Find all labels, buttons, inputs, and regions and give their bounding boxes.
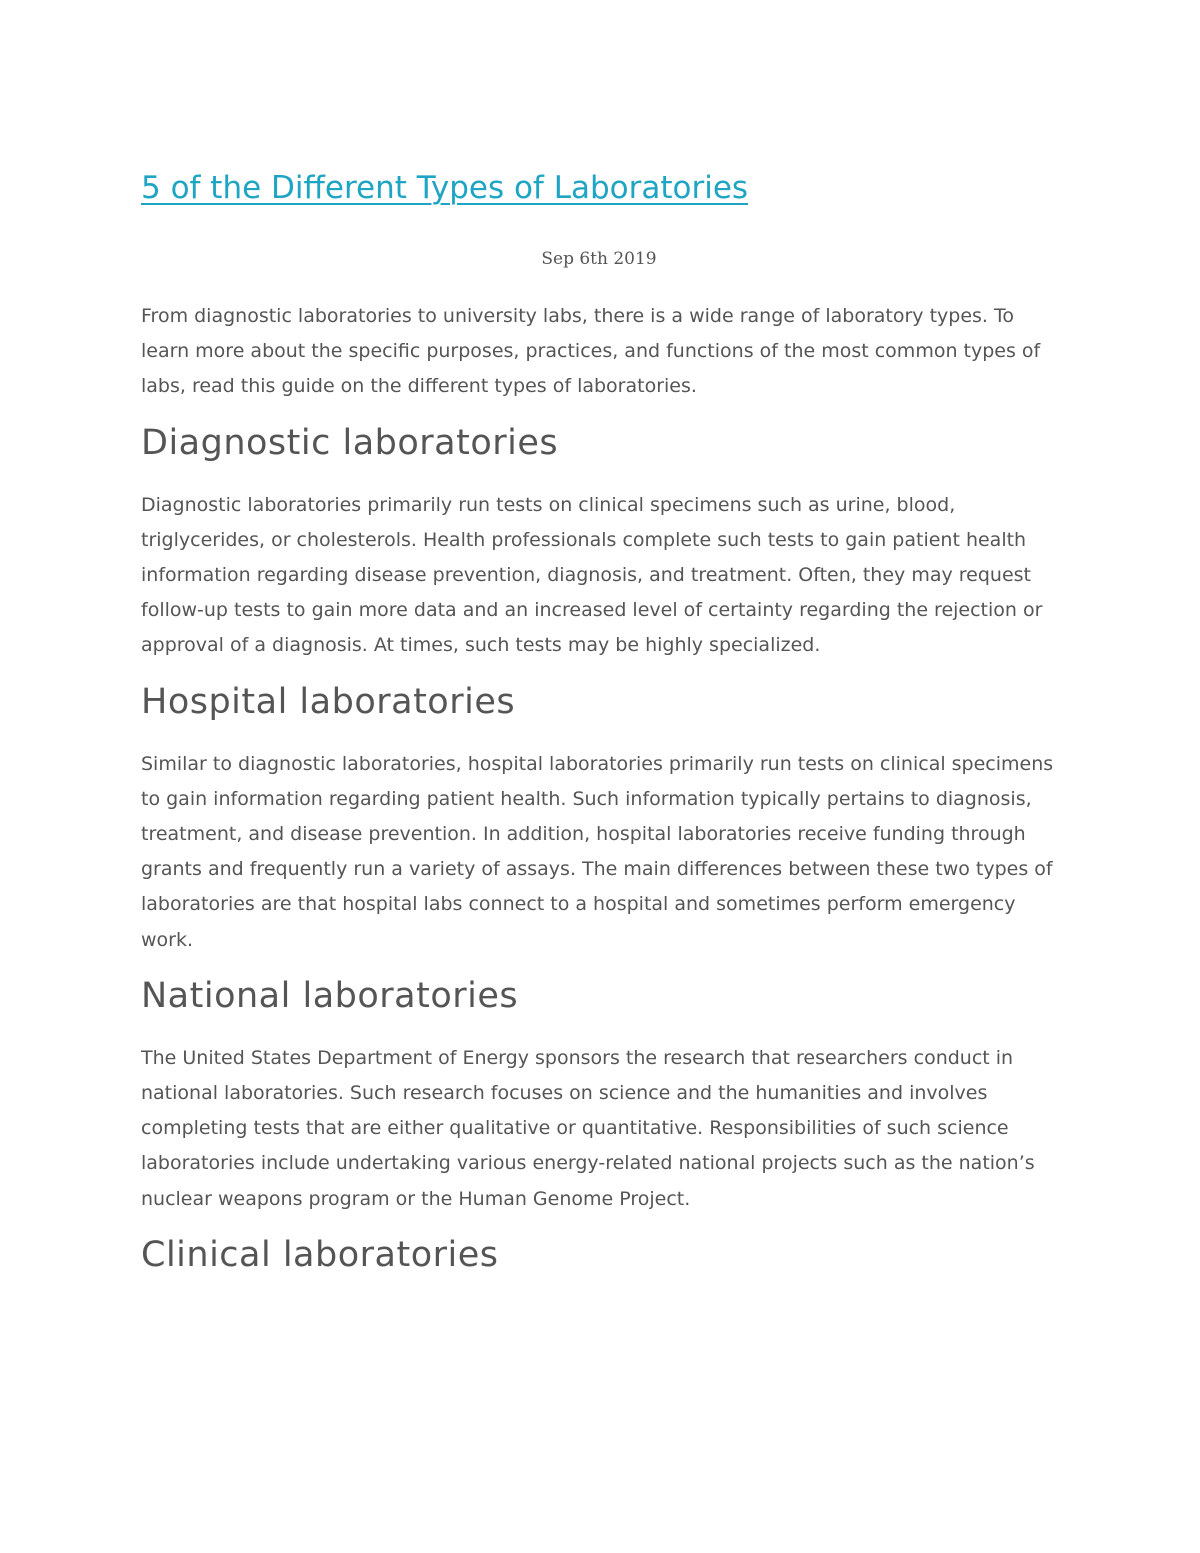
publish-date: Sep 6th 2019 bbox=[541, 249, 657, 269]
document-page bbox=[141, 160, 1061, 1300]
heading-national-laboratories: National laboratories bbox=[141, 975, 519, 1016]
heading-hospital-laboratories: Hospital laboratories bbox=[141, 681, 516, 722]
paragraph-diagnostic-laboratories: Diagnostic laboratories primarily run tests on clinical specimens such as urine, blood, triglycerides, or cholesterols. Health professionals complete such tests to gain patient health information regarding disease prevention, diagnosis, and treatment. Often, they may request follow-up tests to gain more data and an increased level of certainty regarding the rejection or approval of a diagnosis. At times, such tests may be highly specialized. bbox=[141, 493, 1043, 657]
document-title-link[interactable]: 5 of the Different Types of Laboratories bbox=[141, 170, 749, 206]
intro-paragraph: From diagnostic laboratories to university labs, there is a wide range of laboratory types. To learn more about the specific purposes, practices, and functions of the most common types of labs, read this guide on the different types of laboratories. bbox=[141, 305, 1041, 398]
paragraph-national-laboratories: The United States Department of Energy sponsors the research that researchers conduct in national laboratories. Such research focuses on science and the humanities and involves completing tests that are either qualitative or quantitative. Responsibilities of such science laboratories include undertaking various energy-related national projects such as the nation’s nuclear weapons program or the Human Genome Project. bbox=[141, 1046, 1035, 1210]
heading-diagnostic-laboratories: Diagnostic laboratories bbox=[141, 422, 559, 463]
heading-clinical-laboratories: Clinical laboratories bbox=[141, 1234, 499, 1275]
paragraph-hospital-laboratories: Similar to diagnostic laboratories, hospital laboratories primarily run tests on clinical specimens to gain information regarding patient health. Such information typically pertains to diagnosis, treatment, and disease prevention. In addition, hospital laboratories receive funding through grants and frequently run a variety of assays. The main differences between these two types of laboratories are that hospital labs connect to a hospital and sometimes perform emergency work. bbox=[141, 752, 1054, 951]
